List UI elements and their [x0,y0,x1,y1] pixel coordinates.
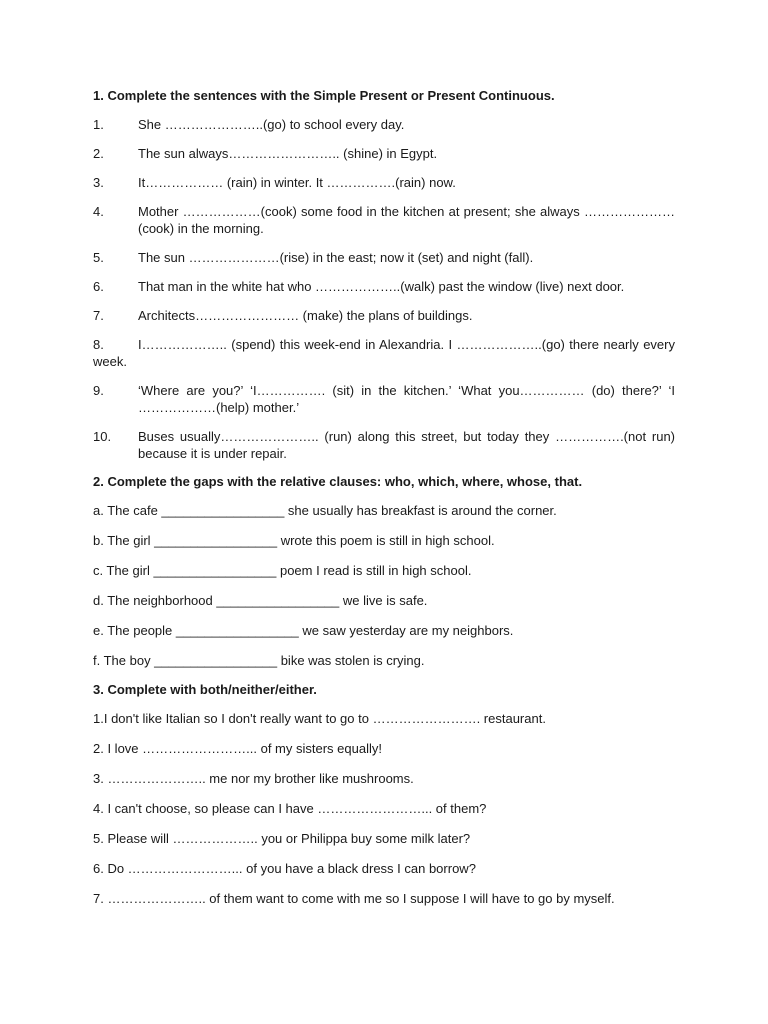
item-text: She …………………..(go) to school every day. [138,117,405,132]
exercise-item [93,428,675,462]
choice-item: 4. I can't choose, so please can I have ……………………... of them? [93,801,487,816]
section-1-heading: 1. Complete the sentences with the Simple Present or Present Continuous. [93,88,555,103]
worksheet [93,88,675,920]
item-number: 7. [93,308,104,323]
item-number: 10. [93,429,112,444]
gap-item: d. The neighborhood _________________ we live is safe. [93,593,428,608]
exercise-item [93,174,675,191]
gap-item: b. The girl _________________ wrote this poem is still in high school. [93,533,495,548]
item-number: 4. [93,204,104,219]
item-text: Buses usually………………….. (run) along this street, but today they …………….(not run) because it is under repair. [138,429,675,461]
item-text: The sun always…………………….. (shine) in Egypt. [138,146,438,161]
gap-item: a. The cafe _________________ she usually has breakfast is around the corner. [93,503,557,518]
choice-item: 3. ………………….. me nor my brother like mushrooms. [93,771,414,786]
item-number: 6. [93,279,104,294]
exercise-item [93,307,675,324]
item-text: ‘Where are you?’ ‘I……………. (sit) in the kitchen.’ ‘What you…………… (do) there?’ ‘I ………………(help) mother.’ [138,383,675,415]
item-number: 8. [93,337,104,352]
exercise-item [93,336,675,370]
choice-item: 2. I love ……………………... of my sisters equally! [93,741,382,756]
gap-item: c. The girl _________________ poem I read is still in high school. [93,563,472,578]
gap-item: f. The boy _________________ bike was stolen is crying. [93,653,425,668]
gap-item: e. The people _________________ we saw yesterday are my neighbors. [93,623,514,638]
item-text: That man in the white hat who ………………..(walk) past the window (live) next door. [138,279,625,294]
item-text: I……………….. (spend) this week-end in Alexandria. I ………………..(go) there nearly every week. [93,337,675,369]
section-3-heading: 3. Complete with both/neither/either. [93,682,317,697]
exercise-item [93,382,675,416]
item-text: Mother ………………(cook) some food in the kitchen at present; she always …………………(cook) in the morning. [138,204,675,236]
choice-item: 7. ………………….. of them want to come with me so I suppose I will have to go by myself. [93,891,615,906]
exercise-item [93,203,675,237]
item-text: Architects…………………… (make) the plans of buildings. [138,308,473,323]
item-number: 2. [93,146,104,161]
item-number: 5. [93,250,104,265]
exercise-item [93,116,675,133]
exercise-item [93,145,675,162]
item-number: 9. [93,383,104,398]
item-text: The sun …………………(rise) in the east; now it (set) and night (fall). [138,250,534,265]
exercise-item [93,249,675,266]
item-number: 3. [93,175,104,190]
choice-item: 5. Please will ……………….. you or Philippa buy some milk later? [93,831,471,846]
item-number: 1. [93,117,104,132]
choice-item: 1.I don't like Italian so I don't really want to go to ……………………. restaurant. [93,711,546,726]
item-text: It……………… (rain) in winter. It …………….(rain) now. [138,175,456,190]
section-2-heading: 2. Complete the gaps with the relative clauses: who, which, where, whose, that. [93,474,583,489]
exercise-item [93,278,675,295]
choice-item: 6. Do ……………………... of you have a black dress I can borrow? [93,861,476,876]
